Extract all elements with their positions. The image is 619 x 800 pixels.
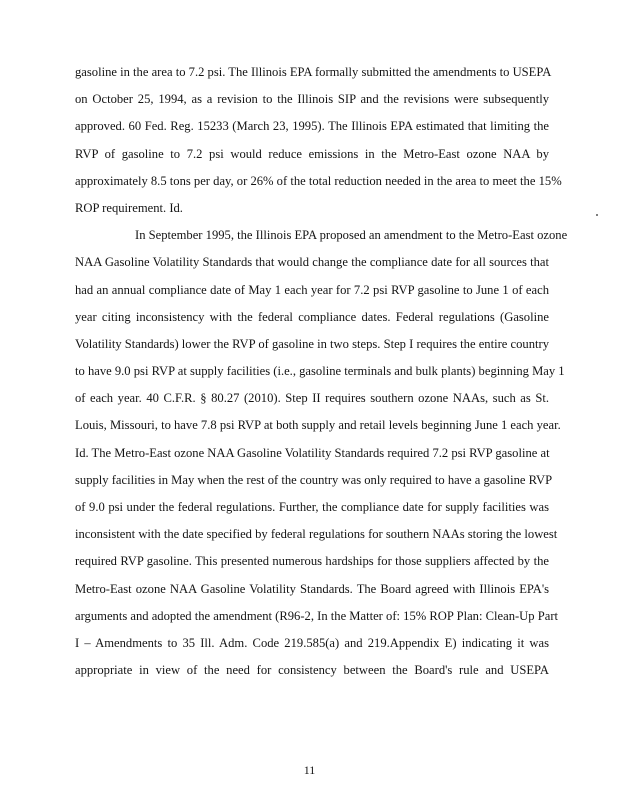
text-line: supply facilities in May when the rest of the country was only required to have a gasoline RVP — [75, 472, 553, 487]
paragraph-first-line: In September 1995, the Illinois EPA proposed an amendment to the Metro-East ozone — [135, 228, 568, 243]
text-line: inconsistent with the date specified by federal regulations for southern NAAs storing the lowest — [75, 527, 558, 542]
text-line: I – Amendments to 35 Ill. Adm. Code 219.585(a) and 219.Appendix E) indicating it was — [75, 635, 549, 650]
text-line: approved. 60 Fed. Reg. 15233 (March 23, 1995). The Illinois EPA estimated that limiting the — [75, 119, 549, 134]
text-line: of each year. 40 C.F.R. § 80.27 (2010). Step II requires southern ozone NAAs, such as St. — [75, 391, 549, 406]
text-line: to have 9.0 psi RVP at supply facilities (i.e., gasoline terminals and bulk plants) beginning May 1 — [75, 364, 565, 379]
text-line: gasoline in the area to 7.2 psi. The Illinois EPA formally submitted the amendments to USEPA — [75, 65, 552, 79]
text-line: required RVP gasoline. This presented numerous hardships for those suppliers affected by the — [75, 554, 549, 569]
text-line: RVP of gasoline to 7.2 psi would reduce emissions in the Metro-East ozone NAA by — [75, 146, 549, 161]
text-line: of 9.0 psi under the federal regulations. Further, the compliance date for supply facilities was — [75, 500, 549, 514]
body-text — [75, 59, 568, 684]
text-line: Volatility Standards) lower the RVP of gasoline in two steps. Step I requires the entire country — [75, 336, 549, 351]
text-line: approximately 8.5 tons per day, or 26% of the total reduction needed in the area to meet the 15% — [75, 173, 562, 188]
text-line: year citing inconsistency with the federal compliance dates. Federal regulations (Gasoline — [75, 309, 549, 324]
text-line: Louis, Missouri, to have 7.8 psi RVP at both supply and retail levels beginning June 1 each year. — [75, 418, 561, 433]
text-line: Id. The Metro-East ozone NAA Gasoline Volatility Standards required 7.2 psi RVP gasoline at — [75, 445, 550, 460]
text-line: had an annual compliance date of May 1 each year for 7.2 psi RVP gasoline to June 1 of each — [75, 282, 549, 297]
text-line: on October 25, 1994, as a revision to the Illinois SIP and the revisions were subsequently — [75, 92, 549, 107]
text-line: ROP requirement. Id. — [75, 200, 183, 215]
text-line: NAA Gasoline Volatility Standards that would change the compliance date for all sources that — [75, 255, 549, 270]
scan-speck — [596, 214, 598, 216]
text-line: arguments and adopted the amendment (R96-2, In the Matter of: 15% ROP Plan: Clean-Up Part — [75, 608, 559, 623]
text-line: appropriate in view of the need for consistency between the Board's rule and USEPA — [75, 663, 549, 678]
text-line: Metro-East ozone NAA Gasoline Volatility Standards. The Board agreed with Illinois EPA's — [75, 581, 549, 596]
page-number: 11 — [303, 763, 316, 777]
